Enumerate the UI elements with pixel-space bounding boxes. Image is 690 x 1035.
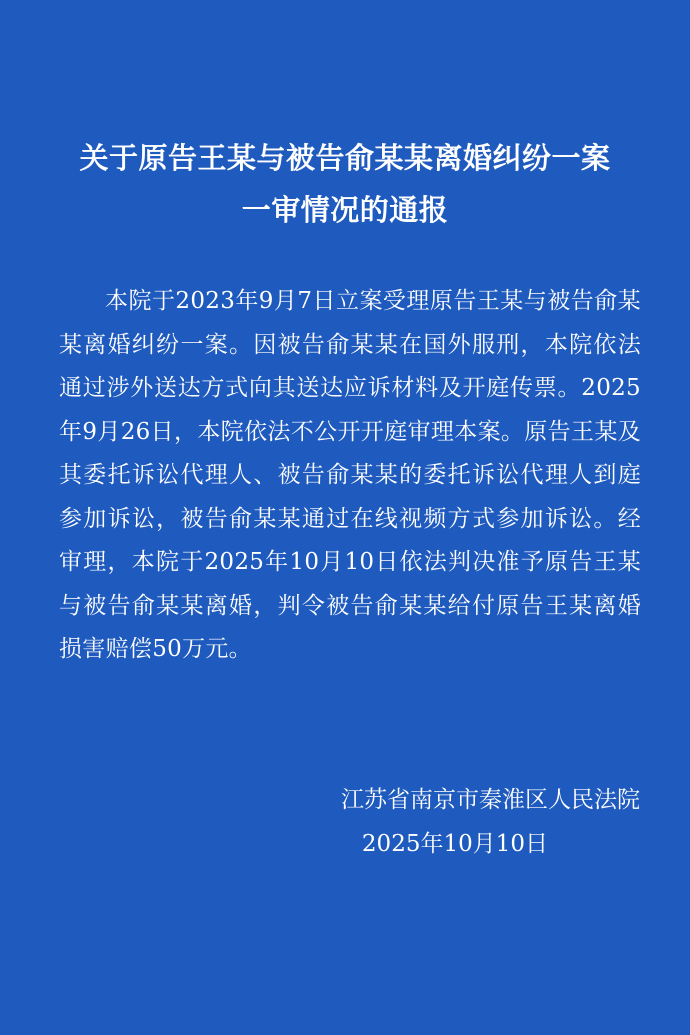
- title-line-1: 关于原告王某与被告俞某某离婚纠纷一案: [79, 141, 611, 175]
- title-line-2: 一审情况的通报: [241, 193, 449, 227]
- signature-date: 2025年10月10日: [361, 831, 548, 857]
- notice-body: 本院于2023年9月7日立案受理原告王某与被告俞某某离婚纠纷一案。因被告俞某某在国外服刑，本院依法通过涉外送达方式向其送达应诉材料及开庭传票。2025年9月26日，本院依法不公开开庭审理本案。原告王某及其委托诉讼代理人、被告俞某某的委托诉讼代理人到庭参加诉讼，被告俞某某通过在线视频方式参加诉讼。经审理，本院于2025年10月10日依法判决准予原告王某与被告俞某某离婚，判令被告俞某某给付原告王某离婚损害赔偿50万元。: [59, 288, 641, 662]
- signature-court: 江苏省南京市秦淮区人民法院: [341, 787, 640, 813]
- signature-block: [260, 778, 640, 866]
- notice-title: [0, 132, 690, 236]
